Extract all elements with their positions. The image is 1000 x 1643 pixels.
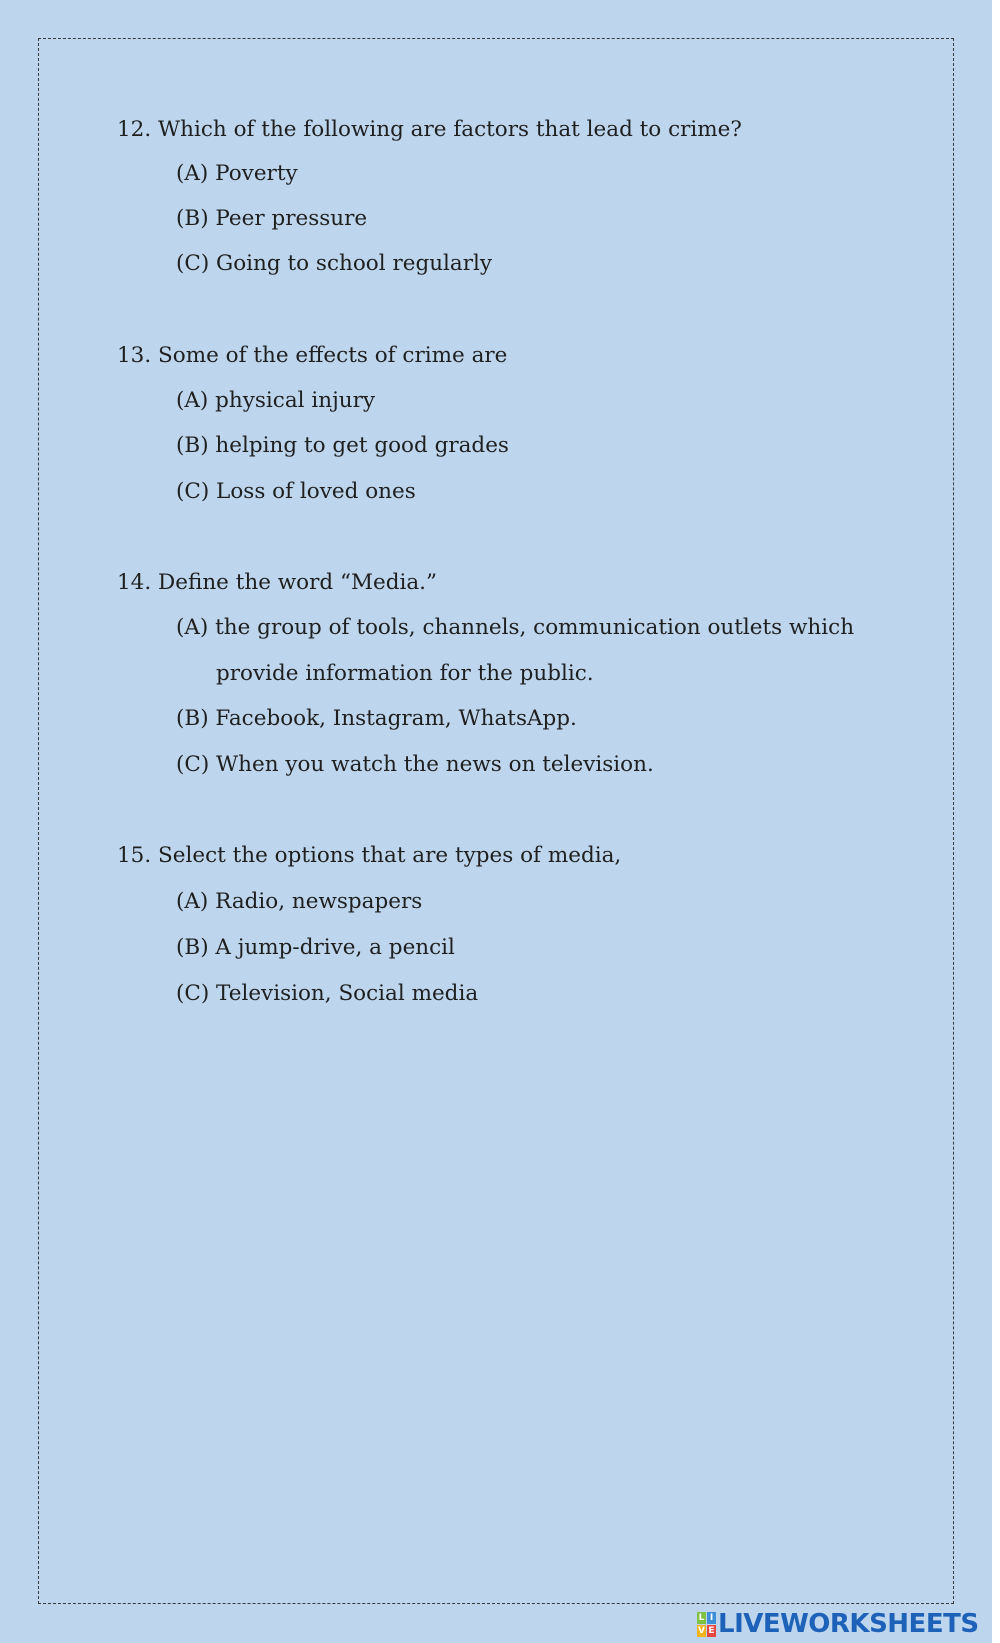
question-14-option-c: (C) When you watch the news on television. [176, 752, 654, 777]
question-15-text: 15. Select the options that are types of media, [117, 843, 622, 868]
logo-letter-e: E [708, 1625, 715, 1636]
liveworksheets-logo-icon [697, 1612, 716, 1637]
question-15-option-c: (C) Television, Social media [176, 981, 479, 1006]
logo-letter-l: L [698, 1612, 705, 1623]
question-13-option-b: (B) helping to get good grades [176, 433, 509, 458]
page-edge-strip [992, 0, 1000, 1643]
liveworksheets-wordmark: LIVEWORKSHEETS [718, 1609, 979, 1639]
logo-letter-i: I [707, 1612, 716, 1624]
question-13-option-a: (A) physical injury [176, 388, 376, 413]
question-13-text: 13. Some of the effects of crime are [117, 343, 508, 368]
question-12-text: 12. Which of the following are factors that lead to crime? [117, 117, 742, 142]
question-15-option-b: (B) A jump-drive, a pencil [176, 935, 455, 960]
question-14-option-a: (A) the group of tools, channels, communication outlets which [176, 615, 855, 640]
liveworksheets-logo [697, 1608, 979, 1640]
question-12-option-b: (B) Peer pressure [176, 206, 368, 231]
question-12-option-c: (C) Going to school regularly [176, 251, 493, 276]
question-13-option-c: (C) Loss of loved ones [176, 479, 416, 504]
logo-letter-v: V [698, 1625, 705, 1636]
question-15-option-a: (A) Radio, newspapers [176, 889, 423, 914]
question-14-text: 14. Define the word “Media.” [117, 570, 438, 595]
question-12-option-a: (A) Poverty [176, 161, 298, 186]
question-14-option-b: (B) Facebook, Instagram, WhatsApp. [176, 706, 577, 731]
question-14-option-a-continued: provide information for the public. [216, 661, 594, 686]
